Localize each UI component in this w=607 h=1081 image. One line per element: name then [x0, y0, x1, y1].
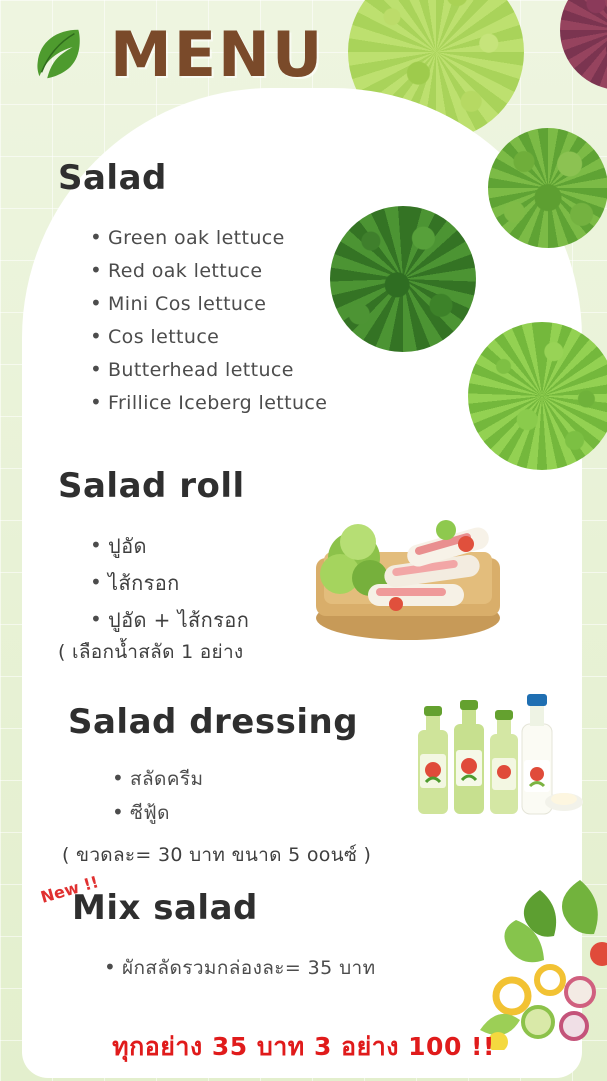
- salad-dressing-bottles-photo: [404, 690, 584, 830]
- section-heading-salad: Salad: [58, 158, 167, 198]
- new-badge: New !!: [38, 872, 101, 907]
- list-item: • ปูอัด + ไส้กรอก: [86, 602, 249, 639]
- list-item: • ไส้กรอก: [86, 565, 249, 602]
- list-item: • ปูอัด: [86, 528, 249, 565]
- lettuce-photo-4: [330, 206, 476, 352]
- mixed-vegetables-photo: [420, 880, 607, 1050]
- green-leaf-logo-icon: [26, 22, 88, 84]
- salad-roll-photo: [296, 500, 516, 650]
- list-item: • Mini Cos lettuce: [86, 288, 327, 321]
- list-item: • Cos lettuce: [86, 321, 327, 354]
- salad-dressing-item-list: [108, 762, 203, 830]
- list-item: • ซีฟู้ด: [108, 796, 203, 830]
- lettuce-photo-3: [488, 128, 607, 248]
- mix-salad-item-list: [100, 952, 376, 985]
- lettuce-photo-5: [468, 322, 607, 470]
- list-item: • สลัดครีม: [108, 762, 203, 796]
- list-item: • Butterhead lettuce: [86, 354, 327, 387]
- list-item: • Green oak lettuce: [86, 222, 327, 255]
- salad-dressing-note: ( ขวดละ= 30 บาท ขนาด 5 ooนซ์ ): [62, 844, 372, 866]
- page-title: MENU: [110, 18, 325, 91]
- section-heading-salad-dressing: Salad dressing: [68, 702, 359, 742]
- list-item: • Red oak lettuce: [86, 255, 327, 288]
- list-item: • ผักสลัดรวมกล่องละ= 35 บาท: [100, 952, 376, 985]
- salad-roll-note: ( เลือกน้ำสลัด 1 อย่าง: [58, 641, 244, 663]
- footer-price-note: ทุกอย่าง 35 บาท 3 อย่าง 100 !!: [112, 1032, 495, 1061]
- list-item: • Frillice Iceberg lettuce: [86, 387, 327, 420]
- salad-roll-item-list: [86, 528, 249, 639]
- salad-item-list: [86, 222, 327, 420]
- section-heading-mix-salad: Mix salad: [72, 888, 258, 928]
- section-heading-salad-roll: Salad roll: [58, 466, 245, 506]
